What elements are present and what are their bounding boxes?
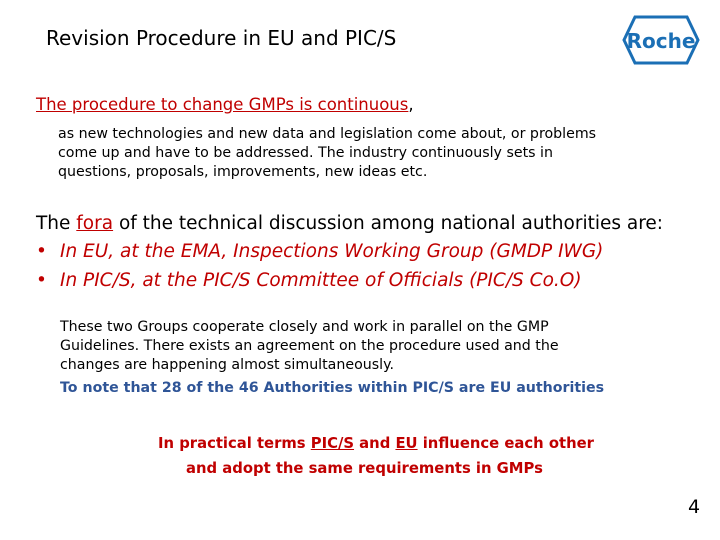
paragraph-line: changes are happening almost simultaneously. bbox=[60, 357, 394, 373]
section-heading bbox=[36, 95, 414, 114]
logo-text: Roche bbox=[626, 29, 696, 53]
paragraph-line: Guidelines. There exists an agreement on the procedure used and the bbox=[60, 338, 559, 354]
slide-title: Revision Procedure in EU and PIC/S bbox=[46, 26, 397, 50]
fora-before: The bbox=[36, 213, 77, 234]
page-number: 4 bbox=[688, 496, 701, 518]
pics-term: PIC/S bbox=[310, 435, 355, 452]
bullet-item-pics bbox=[36, 270, 582, 291]
paragraph-cooperation bbox=[60, 318, 559, 375]
conclusion-line-2: and adopt the same requirements in GMPs bbox=[186, 460, 543, 477]
eu-term: EU bbox=[395, 435, 418, 452]
bullet-marker: • bbox=[36, 241, 47, 262]
conclusion-line-1: In practical terms PIC/S and EU influence each other bbox=[158, 435, 594, 452]
roche-logo bbox=[622, 13, 700, 67]
authorities-note: To note that 28 of the 46 Authorities within PIC/S are EU authorities bbox=[60, 380, 605, 396]
conclusion bbox=[158, 431, 594, 481]
bullet-text: In EU, at the EMA, Inspections Working Group (GMDP IWG) bbox=[60, 241, 604, 262]
heading-suffix: , bbox=[408, 95, 414, 114]
fora-after: of the technical discussion among national authorities are: bbox=[113, 213, 664, 234]
paragraph-continuous-change bbox=[58, 125, 708, 182]
paragraph-line: These two Groups cooperate closely and work in parallel on the GMP bbox=[60, 319, 549, 335]
bullet-text: In PIC/S, at the PIC/S Committee of Officials (PIC/S Co.O) bbox=[60, 270, 582, 291]
paragraph-line: questions, proposals, improvements, new ideas etc. bbox=[58, 164, 428, 180]
paragraph-line: come up and have to be addressed. The industry continuously sets in bbox=[58, 145, 553, 161]
paragraph-line: as new technologies and new data and legislation come about, or problems bbox=[58, 126, 597, 142]
fora-highlight: fora bbox=[76, 213, 114, 234]
heading-text: The procedure to change GMPs is continuous bbox=[36, 95, 409, 114]
bullet-item-eu bbox=[36, 241, 603, 262]
bullet-marker: • bbox=[36, 270, 47, 291]
fora-statement bbox=[36, 213, 663, 234]
